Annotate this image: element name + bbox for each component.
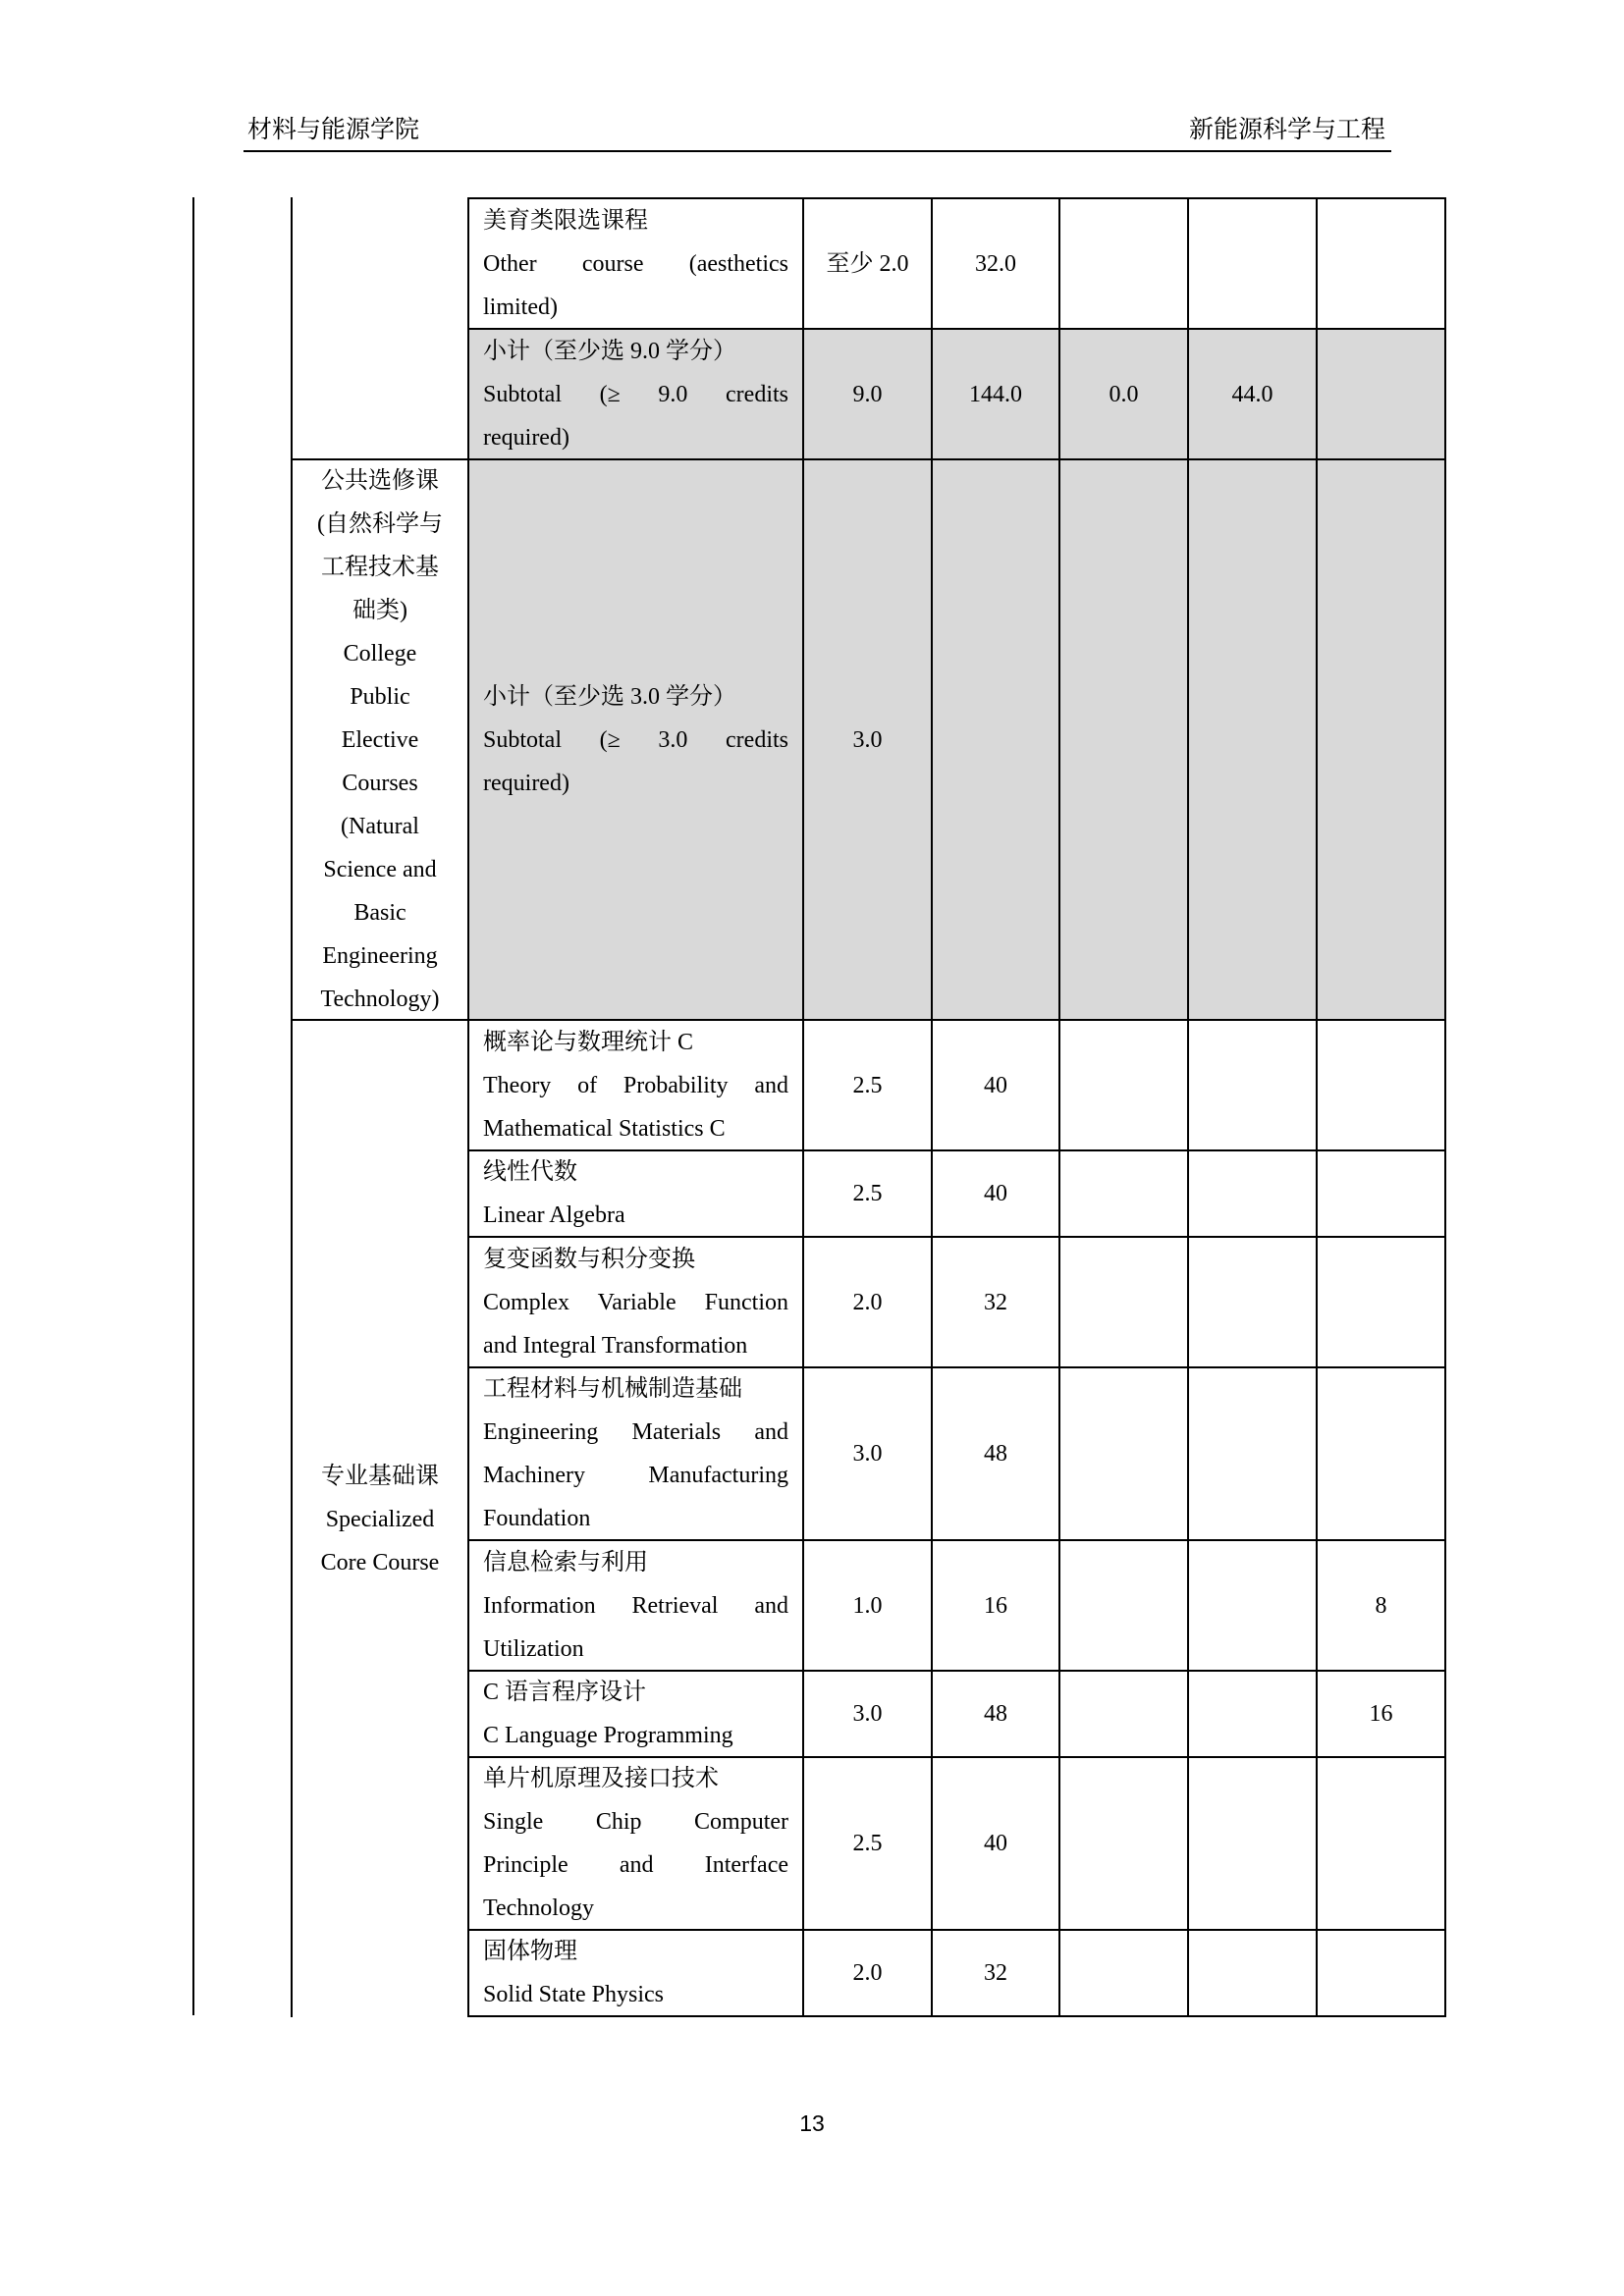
course-name-cell [467, 197, 804, 330]
course-name-en: required) [483, 424, 569, 451]
category-label-line: Science and [323, 856, 437, 882]
col5-cell [1058, 1929, 1189, 2017]
hours-cell: 32 [931, 1236, 1060, 1368]
credits-cell: 2.0 [802, 1929, 933, 2017]
course-name-cell [467, 1539, 804, 1672]
course-name-en: Complex Variable Function [483, 1289, 788, 1315]
category-cell [291, 1019, 469, 2017]
course-name-zh: 线性代数 [483, 1159, 577, 1185]
course-name-zh: 固体物理 [483, 1939, 577, 1964]
course-name-cell [467, 458, 804, 1021]
col5-cell [1058, 1019, 1189, 1151]
course-name-en: Single Chip Computer [483, 1809, 788, 1835]
col6-cell [1187, 1756, 1318, 1931]
category-label-line: 础类) [352, 597, 407, 623]
course-name-en: required) [483, 770, 569, 796]
course-name-en: Solid State Physics [483, 1982, 665, 2007]
col7-cell [1316, 1366, 1446, 1541]
credits-cell: 2.5 [802, 1019, 933, 1151]
credits-cell: 2.0 [802, 1236, 933, 1368]
page-header [244, 111, 1391, 152]
col5-cell [1058, 458, 1189, 1021]
course-name-cell [467, 1149, 804, 1238]
col5-cell [1058, 1149, 1189, 1238]
category-label-line: Technology) [320, 986, 440, 1012]
col6-cell [1187, 1149, 1318, 1238]
course-name-en: Subtotal (≥ 9.0 credits [483, 381, 788, 407]
category-label-line: 公共选修课 [321, 467, 439, 494]
col5-cell: 0.0 [1058, 328, 1189, 460]
course-name-en: Technology [483, 1896, 594, 1921]
col6-cell [1187, 197, 1318, 330]
course-name-cell [467, 1756, 804, 1931]
col5-cell [1058, 1539, 1189, 1672]
page-number: 13 [799, 2110, 825, 2136]
course-name-en: C Language Programming [483, 1723, 733, 1748]
credits-cell: 3.0 [802, 1366, 933, 1541]
category-label-line: 专业基础课 [321, 1463, 439, 1489]
credits-cell: 9.0 [802, 328, 933, 460]
course-name-en: Utilization [483, 1635, 584, 1662]
course-name-en: Mathematical Statistics C [483, 1115, 726, 1142]
course-name-en: Linear Algebra [483, 1202, 625, 1228]
col7-cell [1316, 1149, 1446, 1238]
course-name-cell [467, 1929, 804, 2017]
hours-cell: 32.0 [931, 197, 1060, 330]
course-name-en: and Integral Transformation [483, 1332, 748, 1359]
col7-cell: 8 [1316, 1539, 1446, 1672]
col6-cell [1187, 1019, 1318, 1151]
col6-cell [1187, 458, 1318, 1021]
col7-cell [1316, 328, 1446, 460]
col6-cell [1187, 1366, 1318, 1541]
course-name-cell [467, 1019, 804, 1151]
course-name-cell [467, 1236, 804, 1368]
hours-cell: 40 [931, 1019, 1060, 1151]
col5-cell [1058, 1236, 1189, 1368]
col7-cell [1316, 1019, 1446, 1151]
course-name-en: Theory of Probability and [483, 1072, 788, 1098]
category-label-line: Specialized [325, 1506, 435, 1532]
category-label-line: Core Course [320, 1549, 440, 1575]
col7-cell [1316, 197, 1446, 330]
col7-cell [1316, 1236, 1446, 1368]
category-label-line: Elective [341, 726, 419, 753]
credits-cell: 2.5 [802, 1756, 933, 1931]
course-name-en: Other course (aesthetics [483, 250, 788, 277]
credits-cell: 1.0 [802, 1539, 933, 1672]
category-label-line: Basic [353, 899, 406, 926]
category-label-line: 工程技术基 [321, 554, 439, 580]
course-name-cell [467, 1670, 804, 1758]
course-name-zh: 信息检索与利用 [483, 1549, 648, 1575]
category-label-line: Engineering [322, 942, 438, 969]
hours-cell: 32 [931, 1929, 1060, 2017]
col6-cell [1187, 1236, 1318, 1368]
col7-cell: 16 [1316, 1670, 1446, 1758]
course-name-en: limited) [483, 294, 558, 320]
col5-cell [1058, 1670, 1189, 1758]
course-name-en: Machinery Manufacturing [483, 1463, 788, 1488]
course-name-en: Engineering Materials and [483, 1419, 788, 1445]
table-left-rule [192, 197, 194, 2015]
category-cell [291, 458, 469, 1021]
col6-cell: 44.0 [1187, 328, 1318, 460]
col5-cell [1058, 1756, 1189, 1931]
credits-cell: 至少 2.0 [802, 197, 933, 330]
category-label-line: (Natural [341, 813, 419, 839]
course-name-cell [467, 328, 804, 460]
hours-cell: 16 [931, 1539, 1060, 1672]
category-label-line: Public [350, 683, 410, 710]
credits-cell: 3.0 [802, 458, 933, 1021]
col6-cell [1187, 1929, 1318, 2017]
hours-cell: 144.0 [931, 328, 1060, 460]
course-name-zh: 美育类限选课程 [483, 207, 648, 234]
course-name-en: Information Retrieval and [483, 1592, 788, 1619]
hours-cell: 48 [931, 1366, 1060, 1541]
course-name-zh: 小计（至少选 9.0 学分） [483, 338, 736, 364]
header-school: 材料与能源学院 [247, 115, 420, 143]
category-label-line: (自然科学与 [317, 510, 443, 537]
hours-cell: 40 [931, 1149, 1060, 1238]
course-name-zh: 小计（至少选 3.0 学分） [483, 683, 736, 710]
course-name-en: Subtotal (≥ 3.0 credits [483, 726, 788, 753]
hours-cell: 40 [931, 1756, 1060, 1931]
course-name-cell [467, 1366, 804, 1541]
col6-cell [1187, 1539, 1318, 1672]
course-name-zh: 复变函数与积分变换 [483, 1246, 695, 1272]
course-name-zh: 概率论与数理统计 C [483, 1029, 694, 1055]
col5-cell [1058, 1366, 1189, 1541]
course-name-en: Principle and Interface [483, 1852, 788, 1878]
course-name-zh: 单片机原理及接口技术 [483, 1766, 719, 1791]
credits-cell: 3.0 [802, 1670, 933, 1758]
col7-cell [1316, 1756, 1446, 1931]
course-name-en: Foundation [483, 1506, 591, 1531]
col5-cell [1058, 197, 1189, 330]
col6-cell [1187, 1670, 1318, 1758]
category-label-line: College [343, 640, 417, 667]
category-label-line: Courses [342, 770, 418, 796]
col7-cell [1316, 458, 1446, 1021]
col7-cell [1316, 1929, 1446, 2017]
hours-cell: 48 [931, 1670, 1060, 1758]
header-major: 新能源科学与工程 [1188, 115, 1385, 143]
credits-cell: 2.5 [802, 1149, 933, 1238]
course-name-zh: 工程材料与机械制造基础 [483, 1376, 742, 1402]
course-name-zh: C 语言程序设计 [483, 1680, 647, 1705]
hours-cell [931, 458, 1060, 1021]
